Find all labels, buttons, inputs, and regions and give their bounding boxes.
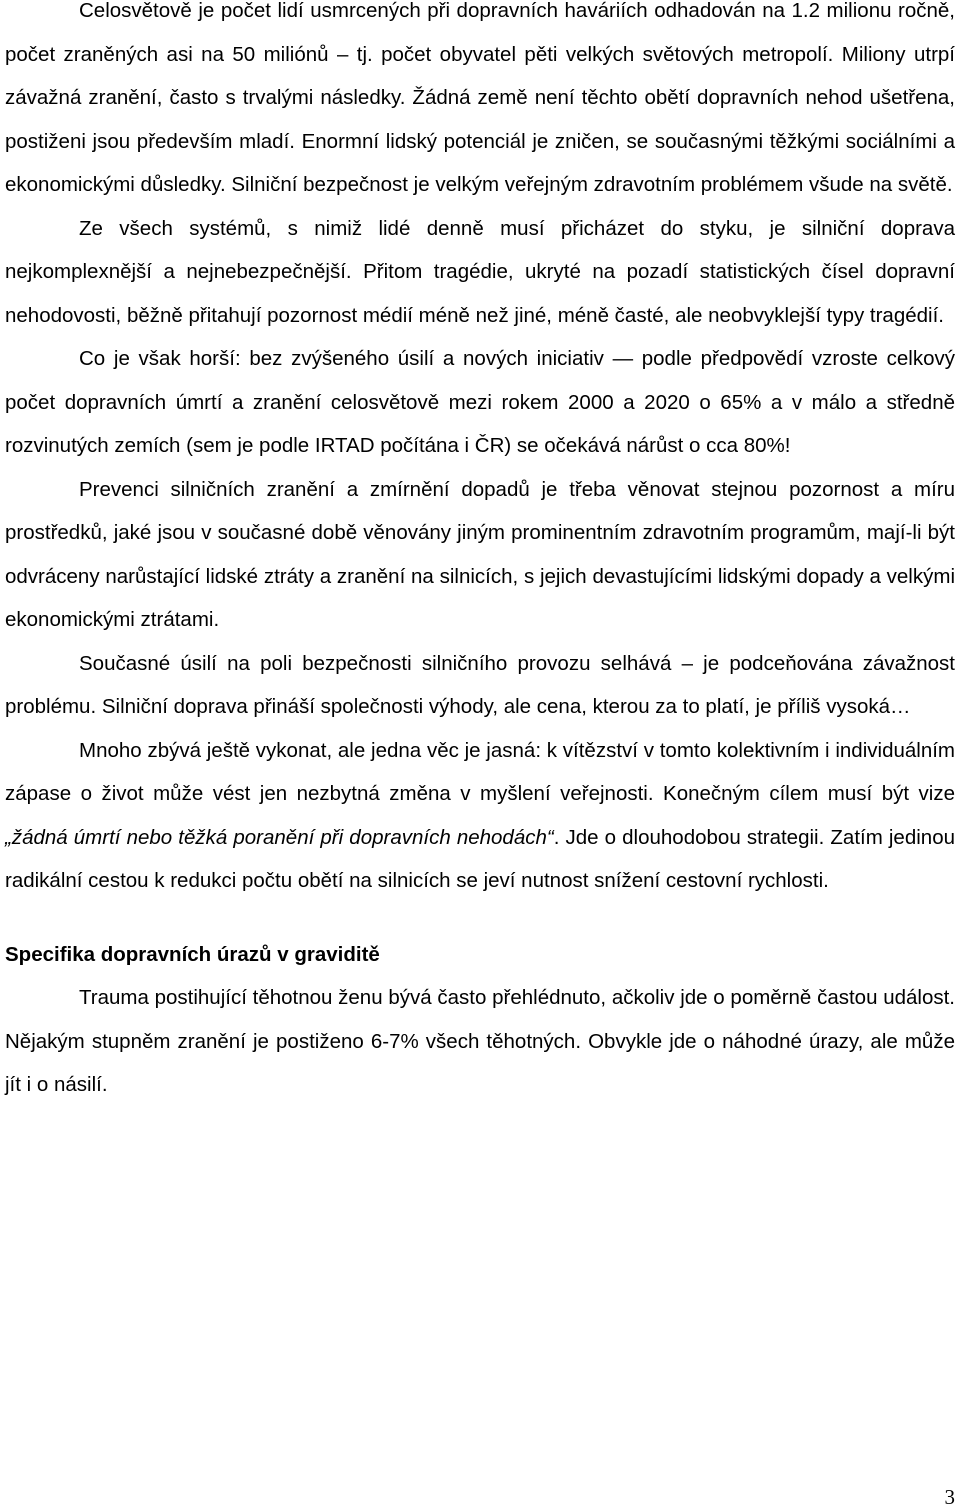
paragraph-text: Prevenci silničních zranění a zmírnění dopadů je třeba věnovat stejnou pozornost a míru prostředků, jaké jsou v současné době věnovány jiným prominentním zdravotním programům, mají-li být odvráceny narůstající lidské ztráty a zranění na silnicích, s jejich devastujícími lidskými dopady a velkými ekonomickými ztrátami.: [5, 477, 955, 631]
vision-quote: „žádná úmrtí nebo těžká poranění při dopravních nehodách“: [5, 825, 554, 849]
paragraph-text: Současné úsilí na poli bezpečnosti silničního provozu selhává – je podceňována závažnost problému. Silniční doprava přináší společnosti výhody, ale cena, kterou za to platí, je příliš vysoká…: [5, 651, 955, 718]
paragraph-current-efforts: [5, 642, 955, 729]
paragraph-growth-forecast: [5, 337, 955, 468]
paragraph-text: . Jde o dlouhodobou strategii. Zatím jedinou radikální cestou k redukci počtu obětí na silnicích se jeví nutnost snížení cestovní rychlosti.: [5, 825, 955, 892]
paragraph-text: Co je však horší: bez zvýšeného úsilí a nových iniciativ — podle předpovědí vzroste celkový počet dopravních úmrtí a zranění celosvětově mezi rokem 2000 a 2020 o 65% a v málo a středně rozvinutých zemích (sem je podle IRTAD počítána i ČR) se očekává nárůst o cca 80%!: [5, 347, 955, 457]
page-number: 3: [944, 1485, 955, 1509]
paragraph-road-systems-complexity: [5, 207, 955, 338]
paragraph-pregnancy-trauma: [5, 976, 955, 1107]
paragraph-text: Trauma postihující těhotnou ženu bývá často přehlédnuto, ačkoliv jde o poměrně častou událost. Nějakým stupněm zranění je postiženo 6-7% všech těhotných. Obvykle jde o náhodné úrazy, ale může jít i o násilí.: [5, 986, 955, 1096]
paragraph-prevention: [5, 468, 955, 642]
paragraph-global-road-deaths: [5, 0, 955, 207]
paragraph-vision-zero: [5, 729, 955, 903]
paragraph-text: Ze všech systémů, s nimiž lidé denně musí přicházet do styku, je silniční doprava nejkomplexnější a nejnebezpečnější. Přitom tragédie, ukryté na pozadí statistických čísel dopravní nehodovosti, běžně přitahují pozornost médií méně než jiné, méně časté, ale neobvyklejší typy tragédií.: [5, 216, 955, 327]
paragraph-text: Mnoho zbývá ještě vykonat, ale jedna věc je jasná: k vítězství v tomto kolektivním i individuálním zápase o život může vést jen nezbytná změna v myšlení veřejnosti. Konečným cílem musí být vize: [5, 738, 955, 805]
document-page: [5, 0, 955, 1107]
paragraph-text: Celosvětově je počet lidí usmrcených při dopravních haváriích odhadován na 1.2 milionu ročně, počet zraněných asi na 50 miliónů – tj. počet obyvatel pěti velkých světových metropolí. Miliony utrpí závažná zranění, často s trvalými následky. Žádná země není těchto obětí dopravních nehod ušetřena, postiženi jsou především mladí. Enormní lidský potenciál je zničen, se současnými těžkými sociálními a ekonomickými důsledky. Silniční bezpečnost je velkým veřejným zdravotním problémem všude na světě.: [5, 0, 955, 196]
section-heading: Specifika dopravních úrazů v graviditě: [5, 942, 380, 966]
